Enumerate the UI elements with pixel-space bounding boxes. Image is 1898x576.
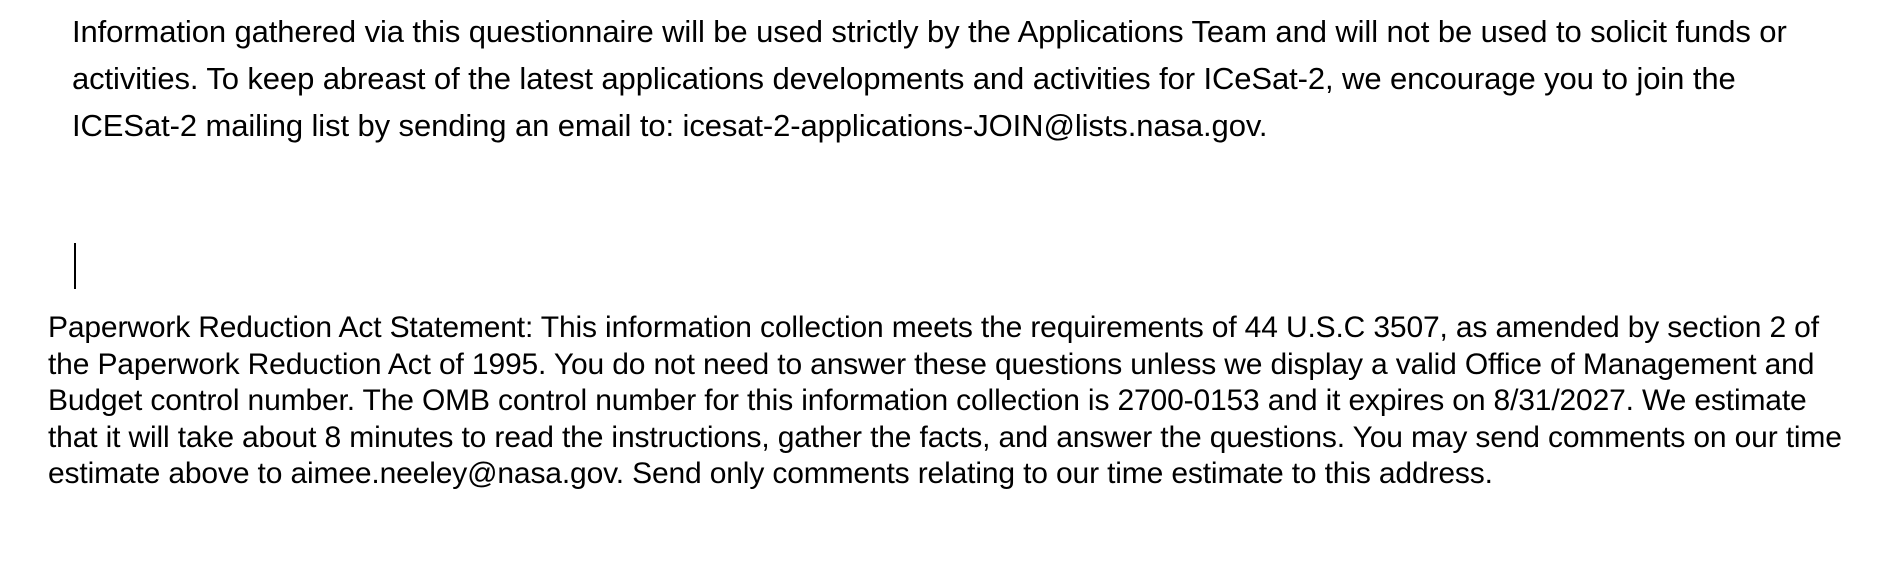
text-caret-icon [74, 243, 76, 289]
intro-section [72, 8, 1832, 149]
paperwork-statement-paragraph: Paperwork Reduction Act Statement: This information collection meets the requirements of 44 U.S.C 3507, as amended by section 2 of the Paperwork Reduction Act of 1995. You do not need to answer these questions unless we display a valid Office of Management and Budget control number. The OMB control number for this information collection is 2700-0153 and it expires on 8/31/2027. We estimate that it will take about 8 minutes to read the instructions, gather the facts, and answer the questions. You may send comments on our time estimate above to aimee.neeley@nasa.gov. Send only comments relating to our time estimate to this address. [48, 311, 1842, 490]
paperwork-reduction-act-section [48, 310, 1848, 493]
intro-paragraph: Information gathered via this questionnaire will be used strictly by the Applications Team and will not be used to solicit funds or activities. To keep abreast of the latest applications developments and activities for ICeSat-2, we encourage you to join the ICESat-2 mailing list by sending an email to: icesat-2-applications-JOIN@lists.nasa.gov. [72, 14, 1787, 143]
text-cursor-row[interactable] [74, 243, 114, 291]
